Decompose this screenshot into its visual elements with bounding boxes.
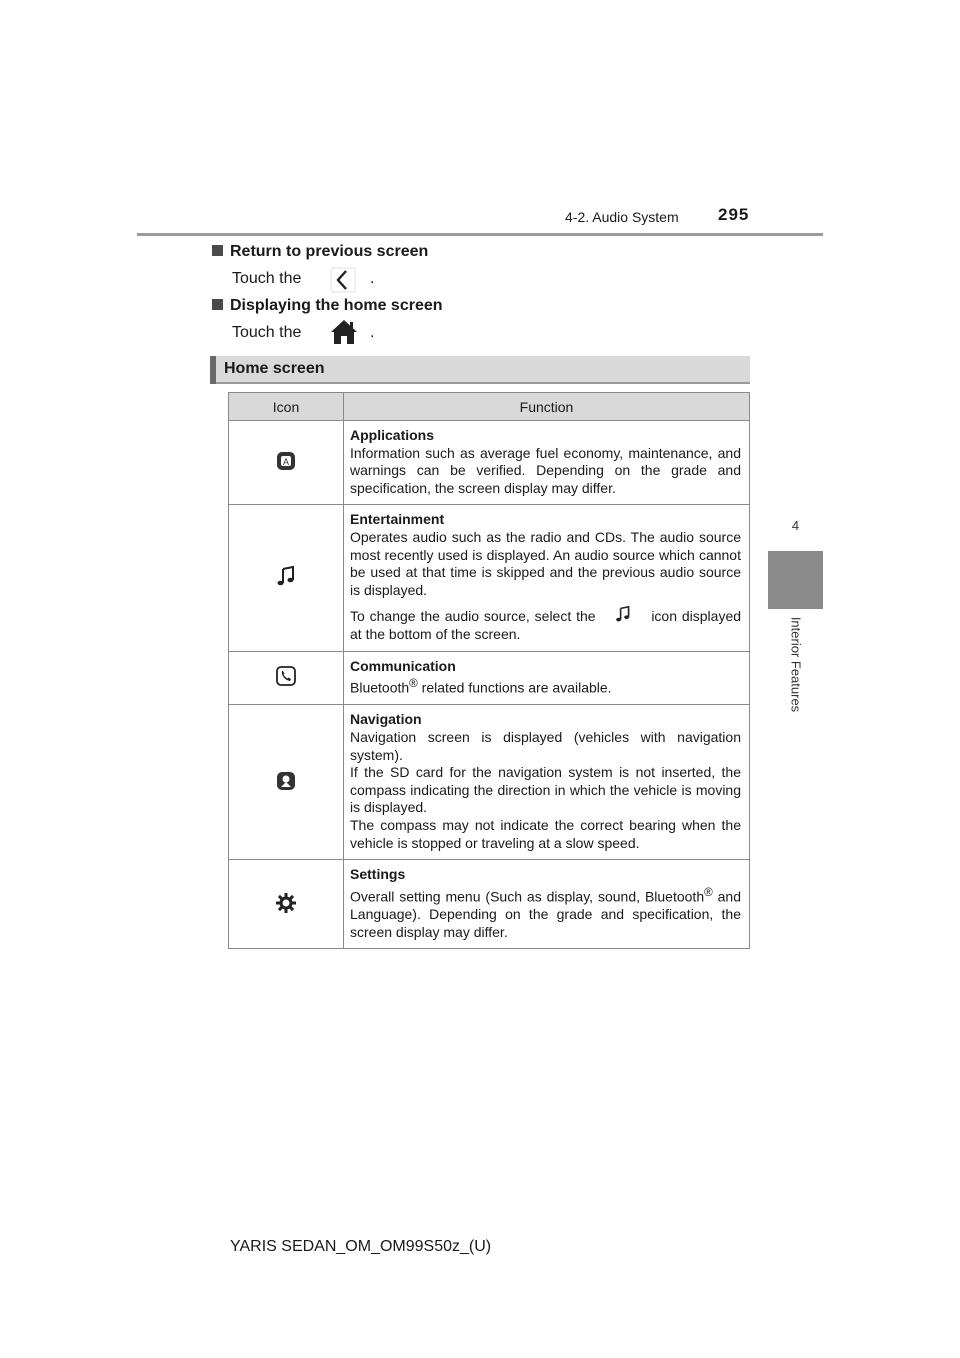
- entertainment-note: To change the audio source, select the icon displayed at the bottom of the screen.: [350, 605, 741, 643]
- chevron-left-icon: [330, 267, 356, 293]
- table-cell-icon: [229, 505, 344, 651]
- entertainment-description: Operates audio such as the radio and CDs. The audio source most recently used is displayed. An audio source which cannot be used at that time is skipped and the previous audio source is displayed.: [350, 528, 741, 598]
- home-screen-heading-text: Home screen: [224, 360, 325, 377]
- settings-title: Settings: [350, 866, 406, 883]
- navigation-icon: [275, 770, 297, 792]
- page-number: 295: [718, 205, 750, 224]
- table-cell-function: [344, 421, 750, 505]
- table-row: [229, 705, 750, 860]
- applications-title: Applications: [350, 427, 435, 443]
- document-footer: YARIS SEDAN_OM_OM99S50z_(U): [230, 1238, 492, 1255]
- table-row: [229, 860, 750, 949]
- phone-icon: [275, 665, 297, 687]
- header-section-title: 4-2. Audio System: [565, 209, 679, 225]
- settings-gear-icon: [275, 892, 297, 914]
- table-cell-icon: [229, 705, 344, 860]
- home-screen-heading: [210, 356, 750, 384]
- table-cell-function: [344, 705, 750, 860]
- return-instruction-text: Touch the: [232, 270, 302, 287]
- home-section-title: Displaying the home screen: [212, 297, 443, 315]
- table-row: [229, 651, 750, 705]
- table-cell-icon: [229, 421, 344, 505]
- music-note-icon: [276, 565, 296, 587]
- home-instruction-text: Touch the: [232, 324, 302, 341]
- communication-title: Communication: [350, 657, 456, 674]
- return-instruction-period: .: [370, 270, 375, 287]
- square-bullet-icon: [212, 299, 223, 310]
- navigation-compass-note: The compass may not indicate the correct bearing when the vehicle is stopped or traveling at a slow speed.: [350, 816, 741, 851]
- table-header-function: Function: [344, 393, 750, 421]
- svg-text:A: A: [282, 457, 290, 468]
- table-cell-function: [344, 651, 750, 705]
- table-cell-icon: [229, 651, 344, 705]
- home-instruction-period: .: [370, 324, 375, 341]
- home-icon: [329, 318, 359, 346]
- chapter-number: 4: [791, 518, 800, 533]
- music-note-icon: [600, 605, 646, 621]
- navigation-description: Navigation screen is displayed (vehicles with navigation system).: [350, 728, 741, 763]
- return-section-title: Return to previous screen: [212, 243, 428, 261]
- table-row: [229, 505, 750, 651]
- home-screen-icon-table: [228, 392, 750, 949]
- chapter-label: Interior Features: [788, 616, 804, 713]
- applications-icon: [275, 450, 297, 472]
- chapter-tab-marker: [768, 551, 823, 609]
- applications-description: Information such as average fuel economy, maintenance, and warnings can be verified. Depending on the grade and specification, the screen display may differ.: [350, 444, 741, 496]
- table-cell-icon: [229, 860, 344, 949]
- table-cell-function: [344, 860, 750, 949]
- settings-description: Overall setting menu (Such as display, sound, Bluetooth® and Language). Depending on the grade and specification, the screen display may differ.: [350, 885, 741, 940]
- square-bullet-icon: [212, 245, 223, 256]
- table-header-icon: Icon: [229, 393, 344, 421]
- entertainment-title: Entertainment: [350, 511, 445, 528]
- navigation-title: Navigation: [350, 711, 422, 728]
- table-cell-function: [344, 505, 750, 651]
- heading-accent-bar: [210, 356, 216, 384]
- header-rule: [137, 233, 823, 236]
- table-row: [229, 421, 750, 505]
- table-header-row: [229, 393, 750, 421]
- navigation-sd-card-note: If the SD card for the navigation system is not inserted, the compass indicating the direction in which the vehicle is moving is displayed.: [350, 764, 741, 816]
- communication-description: Bluetooth® related functions are available.: [350, 677, 612, 696]
